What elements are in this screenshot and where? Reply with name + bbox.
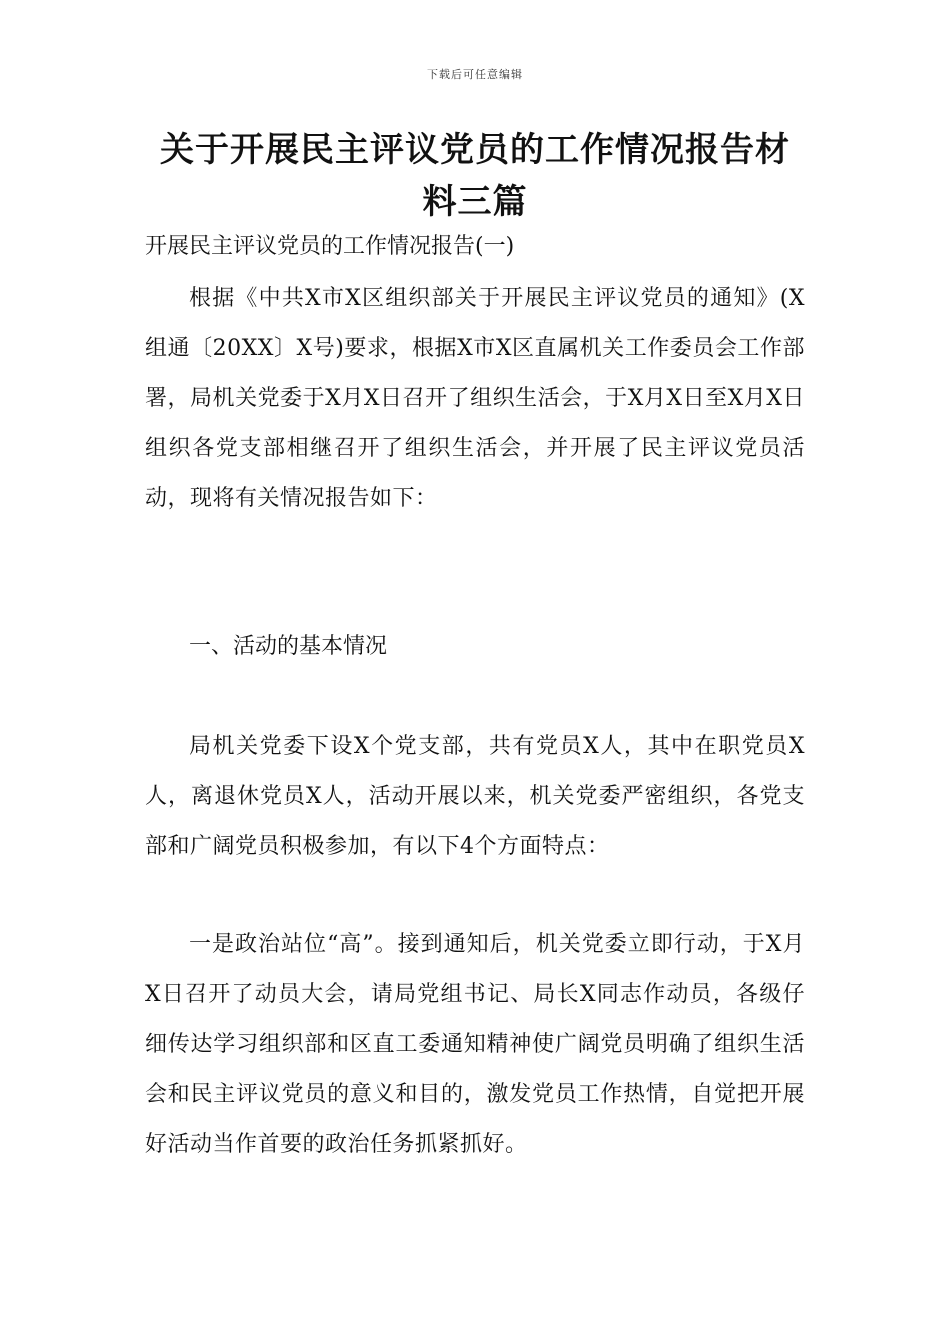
document-title: 关于开展民主评议党员的工作情况报告材料三篇	[160, 130, 790, 222]
basic-situation-paragraph: 局机关党委下设X个党支部，共有党员X人，其中在职党员X人，离退休党员X人，活动开展以来，机关党委严密组织，各党支部和广阔党员积极参加，有以下4个方面特点：	[145, 734, 805, 859]
report-subtitle: 开展民主评议党员的工作情况报告(一)	[145, 234, 515, 259]
header-note: 下载后可任意编辑	[427, 68, 523, 81]
intro-paragraph: 根据《中共X市X区组织部关于开展民主评议党员的通知》(X组通〔20XX〕X号)要求，根据X市X区直属机关工作委员会工作部署，局机关党委于X月X日召开了组织生活会，于X月X日至X月X日组织各党支部相继召开了组织生活会，并开展了民主评议党员活动，现将有关情况报告如下：	[145, 286, 805, 511]
point-one-paragraph: 一是政治站位“高”。接到通知后，机关党委立即行动，于X月X日召开了动员大会，请局党组书记、局长X同志作动员，各级仔细传达学习组织部和区直工委通知精神使广阔党员明确了组织生活会和民主评议党员的意义和目的，激发党员工作热情，自觉把开展好活动当作首要的政治任务抓紧抓好。	[145, 932, 805, 1157]
section-heading-basic-situation: 一、活动的基本情况	[189, 634, 388, 659]
